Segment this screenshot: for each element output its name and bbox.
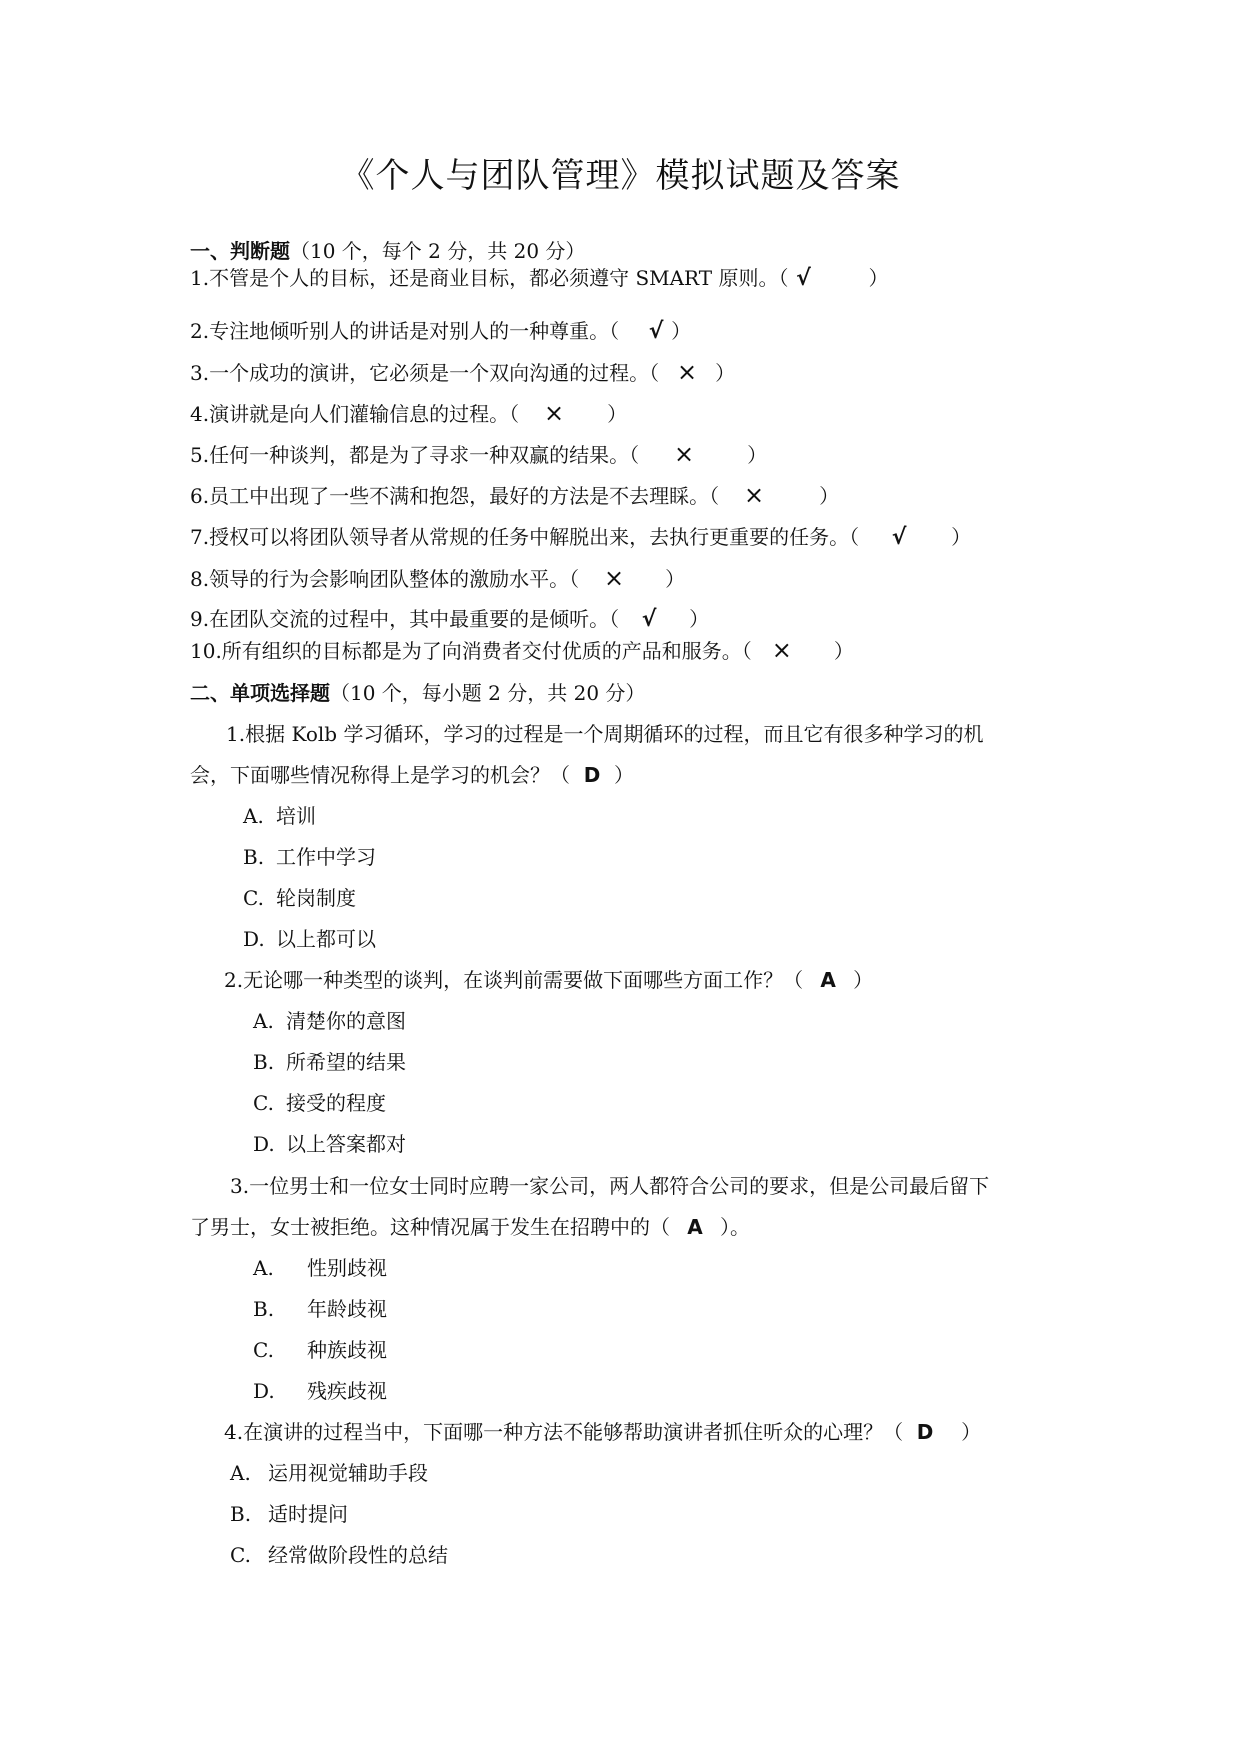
option-text: 经常做阶段性的总结 (268, 1543, 448, 1567)
tf-item-7 (190, 524, 971, 551)
mc-question-text: 了男士，女士被拒绝。这种情况属于发生在招聘中的（ (190, 1215, 670, 1239)
mc-option (243, 803, 316, 829)
mc-close-paren: ） (961, 1420, 982, 1444)
tf-close-paren: ） (868, 266, 889, 290)
section2-heading-line (190, 680, 645, 706)
option-text: 性别歧视 (307, 1256, 387, 1280)
tf-answer-cross: × (744, 481, 765, 509)
tf-question-text: 3.一个成功的演讲，它必须是一个双向沟通的过程。（ (190, 361, 660, 385)
option-letter: A. (230, 1461, 251, 1485)
tf-question-text: 1.不管是个人的目标，还是商业目标，都必须遵守 SMART 原则。（ (190, 266, 789, 290)
tf-question-text: 10.所有组织的目标都是为了向消费者交付优质的产品和服务。（ (190, 639, 752, 663)
tf-question-text: 4.演讲就是向人们灌输信息的过程。（ (190, 402, 520, 426)
option-text: 培训 (276, 804, 316, 828)
tf-answer-cross: × (771, 636, 792, 664)
mc-q1-line2 (190, 762, 634, 788)
mc-option (243, 844, 376, 870)
option-letter: D. (253, 1379, 275, 1403)
option-letter: C. (253, 1338, 274, 1362)
mc-option (253, 1337, 387, 1363)
tf-item-10 (190, 637, 854, 664)
tf-answer-cross: × (604, 564, 625, 592)
tf-close-paren: ） (833, 639, 854, 663)
tf-item-1 (190, 265, 888, 292)
option-letter: B. (253, 1297, 275, 1321)
mc-option (253, 1131, 406, 1157)
tf-question-text: 5.任何一种谈判，都是为了寻求一种双赢的结果。（ (190, 443, 640, 467)
mc-option (253, 1049, 406, 1075)
tf-close-paren: ） (819, 484, 840, 508)
tf-item-8 (190, 565, 685, 592)
option-text: 运用视觉辅助手段 (268, 1461, 428, 1485)
tf-answer-check: √ (648, 319, 664, 344)
mc-option (230, 1460, 428, 1486)
tf-close-paren: ） (715, 361, 736, 385)
option-letter: B. (253, 1050, 275, 1074)
tf-question-text: 2.专注地倾听别人的讲话是对别人的一种尊重。（ (190, 319, 620, 343)
tf-answer-cross: × (544, 399, 565, 427)
section1-heading: 一、判断题 (190, 239, 290, 263)
option-text: 适时提问 (268, 1502, 348, 1526)
option-letter: B. (230, 1502, 252, 1526)
option-letter: A. (253, 1256, 274, 1280)
tf-close-paren: ） (951, 525, 972, 549)
section2-heading: 二、单项选择题 (190, 681, 330, 705)
option-letter: B. (243, 845, 265, 869)
option-text: 接受的程度 (286, 1091, 386, 1115)
option-letter: D. (243, 927, 265, 951)
mc-q3-line1: 3.一位男士和一位女士同时应聘一家公司，两人都符合公司的要求，但是公司最后留下 (230, 1174, 990, 1198)
mc-close-paren: ） (614, 763, 634, 787)
mc-answer: A (687, 1215, 703, 1239)
page-title: 《个人与团队管理》模拟试题及答案 (340, 156, 901, 196)
option-text: 清楚你的意图 (286, 1009, 406, 1033)
mc-question-text: 4.在演讲的过程当中，下面哪一种方法不能够帮助演讲者抓住听众的心理？（ (224, 1420, 904, 1444)
mc-answer: D (583, 763, 601, 787)
option-text: 所希望的结果 (286, 1050, 406, 1074)
tf-item-9 (190, 606, 709, 633)
mc-answer: A (820, 968, 836, 992)
tf-answer-check: √ (796, 266, 811, 291)
option-letter: A. (253, 1009, 274, 1033)
tf-question-text: 9.在团队交流的过程中，其中最重要的是倾听。（ (190, 607, 620, 631)
tf-question-text: 8.领导的行为会影响团队整体的激励水平。（ (190, 567, 580, 591)
tf-item-4 (190, 400, 627, 427)
tf-answer-check: √ (891, 525, 907, 550)
tf-close-paren: ） (671, 319, 692, 343)
option-text: 以上答案都对 (286, 1132, 406, 1156)
mc-option (230, 1501, 348, 1527)
tf-close-paren: ） (689, 607, 710, 631)
tf-close-paren: ） (747, 443, 768, 467)
mc-q4-line1 (224, 1419, 981, 1445)
mc-q2-line1 (224, 967, 873, 993)
section2-note: （10 个，每小题 2 分，共 20 分） (330, 681, 646, 705)
mc-option (253, 1008, 406, 1034)
option-letter: C. (243, 886, 264, 910)
tf-question-text: 7.授权可以将团队领导者从常规的任务中解脱出来，去执行更重要的任务。（ (190, 525, 860, 549)
option-text: 种族歧视 (307, 1338, 387, 1362)
mc-q3-line2 (190, 1214, 750, 1240)
mc-option (253, 1378, 387, 1404)
tf-item-2 (190, 318, 691, 345)
tf-answer-cross: × (674, 440, 695, 468)
tf-answer-check: √ (641, 607, 657, 632)
option-text: 以上都可以 (276, 927, 376, 951)
mc-q1-line1: 1.根据 Kolb 学习循环，学习的过程是一个周期循环的过程，而且它有很多种学习的机 (226, 722, 984, 746)
tf-close-paren: ） (607, 402, 628, 426)
tf-item-3 (190, 359, 735, 386)
tf-answer-cross: × (677, 358, 698, 386)
mc-question-text: 会，下面哪些情况称得上是学习的机会？（ (190, 763, 570, 787)
mc-option (253, 1255, 387, 1281)
option-text: 轮岗制度 (276, 886, 356, 910)
mc-question-text: 2.无论哪一种类型的谈判，在谈判前需要做下面哪些方面工作？（ (224, 968, 804, 992)
mc-option (253, 1296, 387, 1322)
mc-option (243, 885, 356, 911)
mc-option (230, 1542, 448, 1568)
mc-close-paren: ） (853, 968, 874, 992)
option-letter: C. (230, 1543, 251, 1567)
tf-item-6 (190, 482, 839, 509)
mc-option (253, 1090, 386, 1116)
option-letter: C. (253, 1091, 274, 1115)
option-text: 年龄歧视 (307, 1297, 387, 1321)
tf-close-paren: ） (665, 567, 686, 591)
option-letter: A. (243, 804, 264, 828)
option-text: 残疾歧视 (307, 1379, 387, 1403)
mc-close-paren: ）。 (720, 1215, 750, 1239)
tf-question-text: 6.员工中出现了一些不满和抱怨，最好的方法是不去理睬。（ (190, 484, 720, 508)
tf-item-5 (190, 441, 767, 468)
mc-option (243, 926, 376, 952)
option-letter: D. (253, 1132, 275, 1156)
section1-heading-line (190, 238, 585, 264)
option-text: 工作中学习 (276, 845, 376, 869)
section1-note: （10 个，每个 2 分，共 20 分） (290, 239, 586, 263)
mc-answer: D (916, 1420, 934, 1444)
